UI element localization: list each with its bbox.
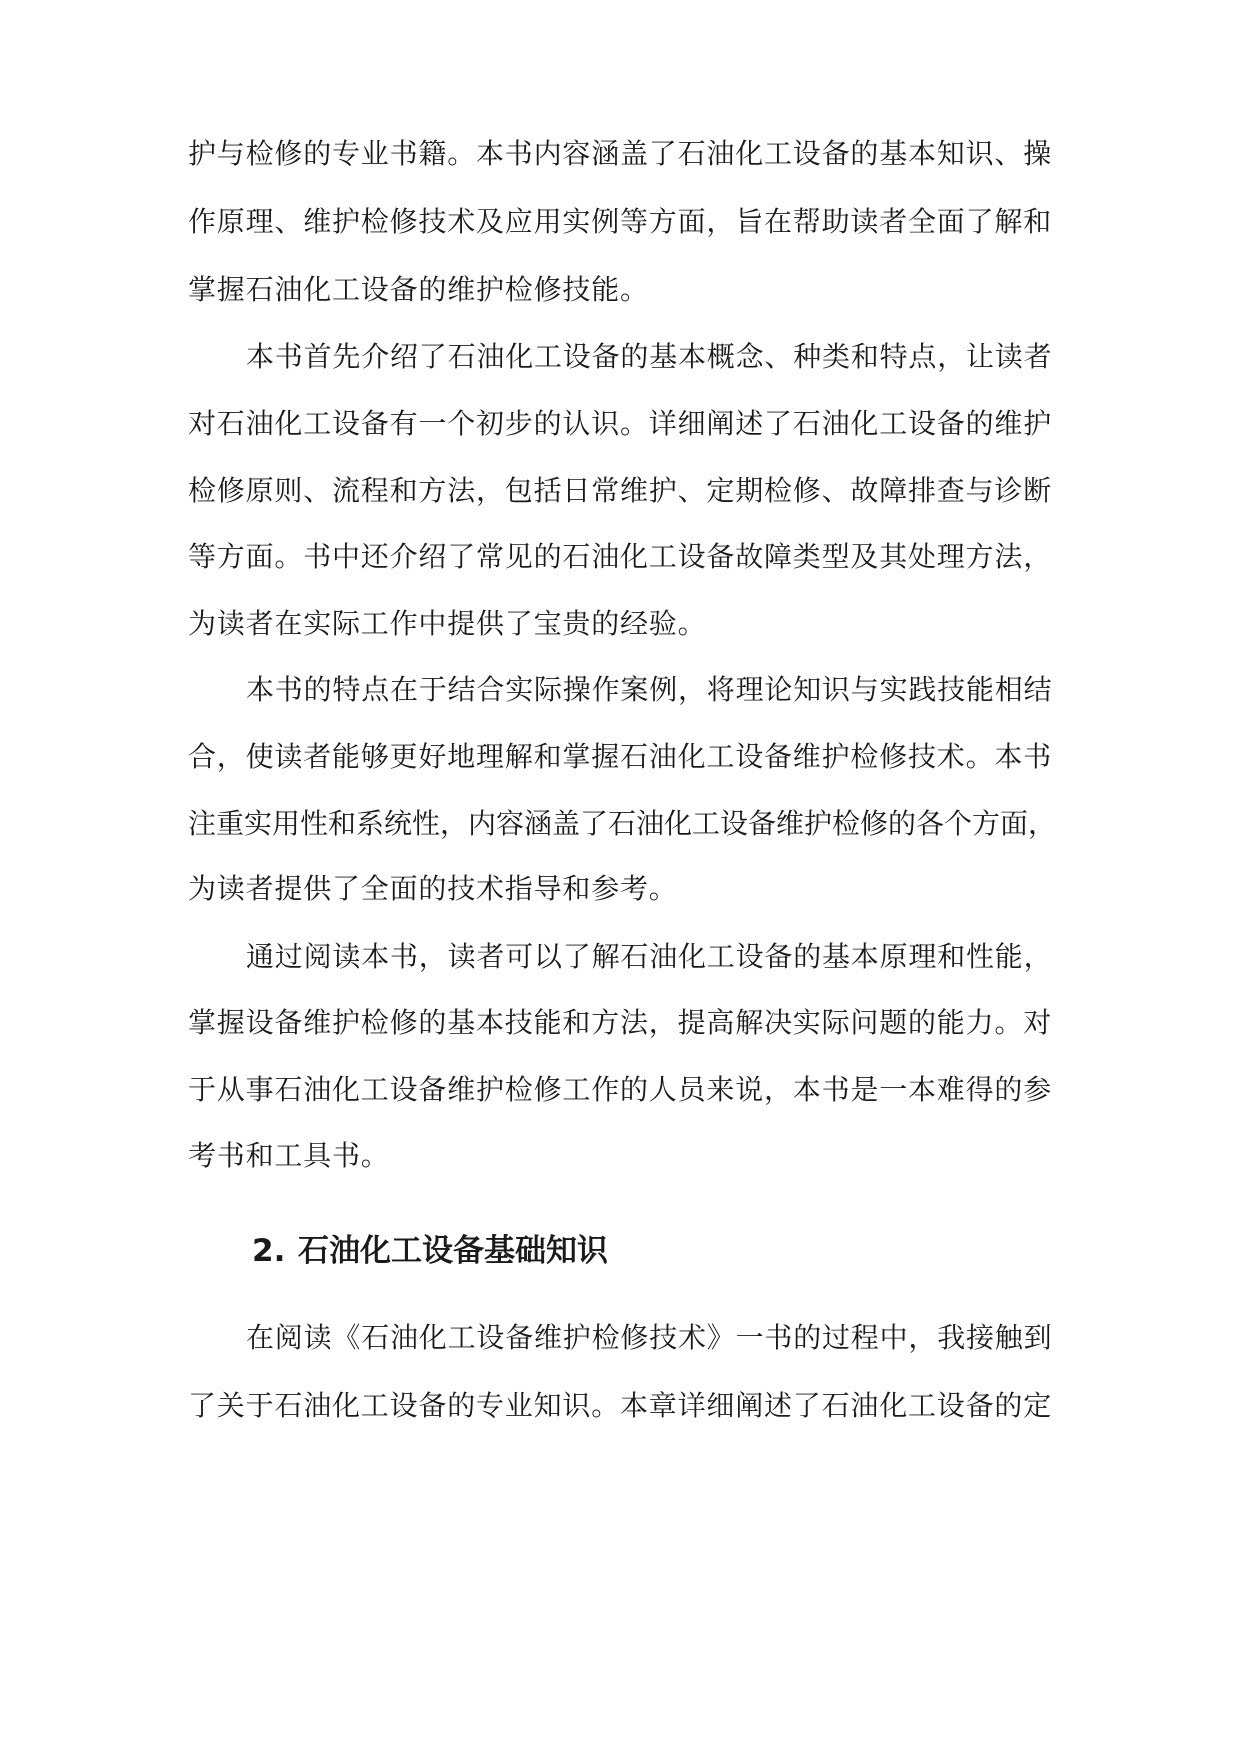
paragraph-line: 检修原则、流程和方法，包括日常维护、定期检修、故障排查与诊断 [188, 474, 1053, 507]
paragraph-line: 为读者在实际工作中提供了宝贵的经验。 [188, 607, 707, 640]
paragraph-line: 合，使读者能够更好地理解和掌握石油化工设备维护检修技术。本书 [188, 740, 1053, 773]
section-title: 石油化工设备基础知识 [298, 1233, 608, 1269]
paragraph-line: 考书和工具书。 [188, 1139, 390, 1172]
paragraph-line: 本书的特点在于结合实际操作案例，将理论知识与实践技能相结 [246, 673, 1053, 706]
paragraph-line: 掌握石油化工设备的维护检修技能。 [188, 273, 649, 306]
section-number: 2. [252, 1233, 286, 1269]
section-heading [252, 1229, 608, 1273]
paragraph-line: 注重实用性和系统性，内容涵盖了石油化工设备维护检修的各个方面， [188, 807, 1057, 840]
paragraph-line: 通过阅读本书，读者可以了解石油化工设备的基本原理和性能， [246, 940, 1053, 973]
paragraph-line: 作原理、维护检修技术及应用实例等方面，旨在帮助读者全面了解和 [188, 205, 1053, 238]
paragraph-line: 对石油化工设备有一个初步的认识。详细阐述了石油化工设备的维护 [188, 407, 1053, 440]
paragraph-line: 为读者提供了全面的技术指导和参考。 [188, 872, 678, 905]
paragraph-line: 于从事石油化工设备维护检修工作的人员来说，本书是一本难得的参 [188, 1073, 1053, 1106]
paragraph-line: 了关于石油化工设备的专业知识。本章详细阐述了石油化工设备的定 [188, 1389, 1053, 1422]
paragraph-line: 在阅读《石油化工设备维护检修技术》一书的过程中，我接触到 [246, 1321, 1053, 1354]
paragraph-line: 护与检修的专业书籍。本书内容涵盖了石油化工设备的基本知识、操 [188, 137, 1053, 170]
paragraph-line: 掌握设备维护检修的基本技能和方法，提高解决实际问题的能力。对 [188, 1006, 1053, 1039]
paragraph-line: 本书首先介绍了石油化工设备的基本概念、种类和特点，让读者 [246, 340, 1053, 373]
paragraph-line: 等方面。书中还介绍了常见的石油化工设备故障类型及其处理方法， [188, 540, 1053, 573]
